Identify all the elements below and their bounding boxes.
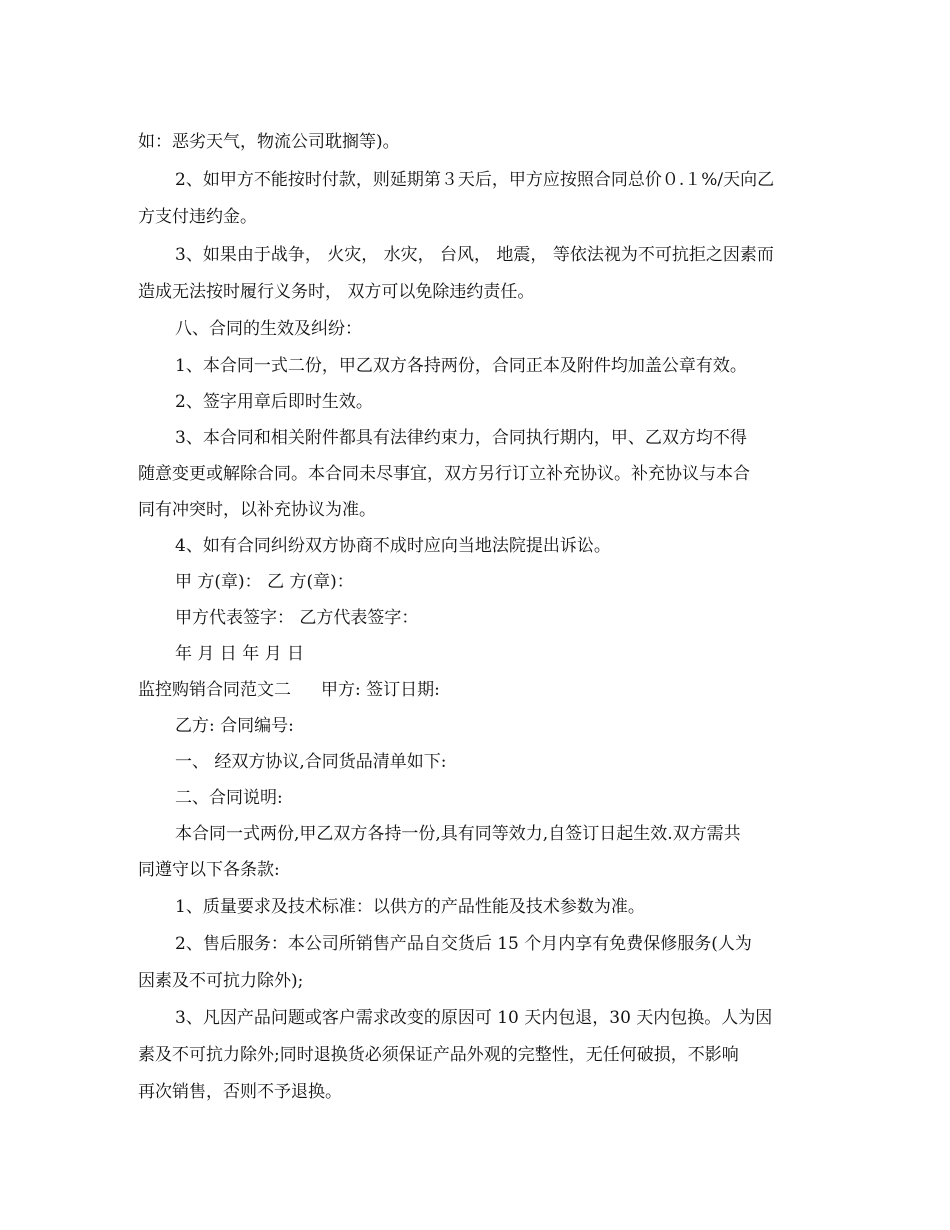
section-heading: 二、合同说明: bbox=[175, 788, 283, 808]
text-line: 造成无法按时履行义务时， 双方可以免除违约责任。 bbox=[138, 282, 535, 302]
text-line: 3、本合同和相关附件都具有法律约束力，合同执行期内，甲、乙双方均不得 bbox=[175, 428, 747, 448]
text-line: 2、签字用章后即时生效。 bbox=[175, 392, 373, 412]
document-title-line bbox=[138, 679, 818, 701]
text-line: 本合同一式两份,甲乙双方各持一份,具有同等效力,自签订日起生效.双方需共 bbox=[175, 824, 741, 844]
text-line: 随意变更或解除合同。本合同未尽事宜，双方另行订立补充协议。补充协议与本合 bbox=[138, 464, 750, 484]
date-label: 年 月 日 年 月 日 bbox=[175, 644, 305, 664]
text-line: 1、质量要求及技术标准：以供方的产品性能及技术参数为准。 bbox=[175, 897, 645, 917]
text-line: 因素及不可抗力除外); bbox=[138, 971, 304, 991]
text-line: 方支付违约金。 bbox=[138, 207, 257, 227]
signature-label: 甲方代表签字： 乙方代表签字： bbox=[175, 608, 419, 628]
party-b-label: 乙方: 合同编号: bbox=[175, 716, 294, 736]
text-line: 同遵守以下各条款: bbox=[138, 860, 280, 880]
text-line: 同有冲突时，以补充协议为准。 bbox=[138, 500, 376, 520]
document-title: 监控购销合同范文二 bbox=[138, 680, 291, 700]
signature-label: 甲 方(章)： 乙 方(章)： bbox=[175, 572, 354, 592]
text-line: 1、本合同一式二份，甲乙双方各持两份，合同正本及附件均加盖公章有效。 bbox=[175, 356, 747, 376]
section-heading: 一、 经双方协议,合同货品清单如下: bbox=[175, 752, 447, 772]
party-a-label: 甲方: 签订日期: bbox=[321, 680, 440, 700]
text-line: 3、凡因产品问题或客户需求改变的原因可 10 天内包退，30 天内包换。人为因 bbox=[175, 1008, 773, 1028]
section-heading: 八、合同的生效及纠纷： bbox=[175, 319, 362, 339]
text-line: 2、售后服务：本公司所销售产品自交货后 15 个月内享有免费保修服务(人为 bbox=[175, 934, 752, 954]
text-line: 素及不可抗力除外;同时退换货必须保证产品外观的完整性，无任何破损，不影响 bbox=[138, 1045, 739, 1065]
text-line: 3、如果由于战争， 火灾， 水灾， 台风， 地震， 等依法视为不可抗拒之因素而 bbox=[175, 245, 774, 265]
text-line: 如：恶劣天气，物流公司耽搁等)。 bbox=[138, 132, 400, 152]
text-line: 2、如甲方不能按时付款，则延期第３天后，甲方应按照合同总价０.１%/天向乙 bbox=[175, 170, 775, 190]
text-line: 4、如有合同纠纷双方协商不成时应向当地法院提出诉讼。 bbox=[175, 536, 611, 556]
text-line: 再次销售，否则不予退换。 bbox=[138, 1082, 342, 1102]
